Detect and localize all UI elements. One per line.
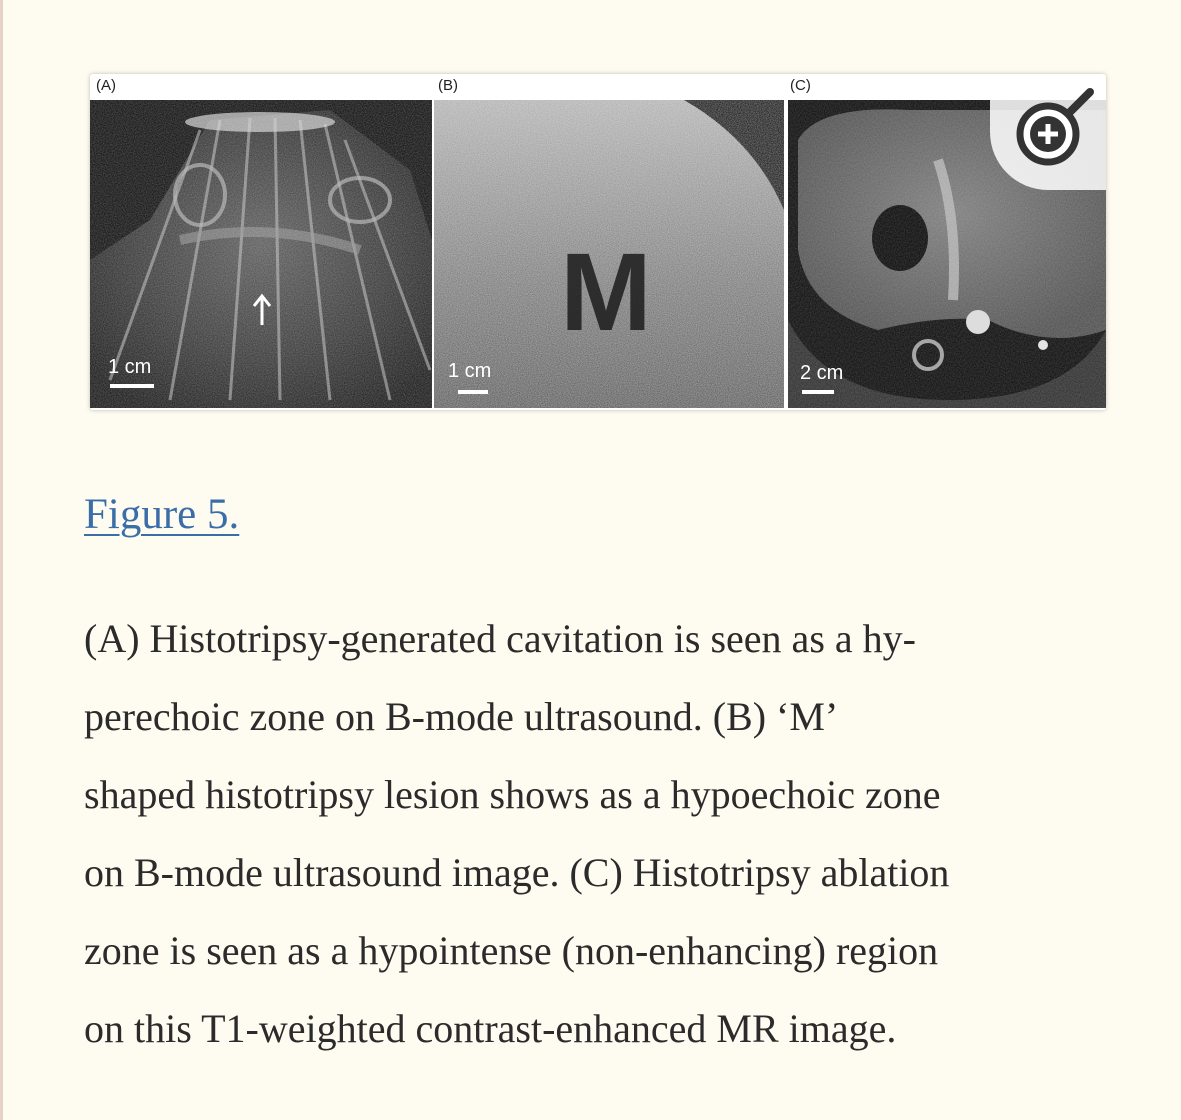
figure-title-link[interactable]: Figure 5. <box>84 491 240 538</box>
panel-a-scale-bar <box>110 384 154 388</box>
caption-line: zone is seen as a hypointense (non-enhancing) region <box>84 928 939 973</box>
caption-line: perechoic zone on B-mode ultrasound. (B) ‘M’ <box>84 694 839 739</box>
figure-image[interactable] <box>90 74 1106 410</box>
panel-a-scale-label: 1 cm <box>108 356 152 378</box>
zoom-in-icon <box>1014 88 1098 172</box>
panel-b-scale-label: 1 cm <box>448 360 492 382</box>
figure-caption <box>84 600 1124 1068</box>
caption-line: (A) Histotripsy-generated cavitation is seen as a hy- <box>84 616 916 661</box>
panel-b <box>434 74 784 410</box>
caption-line: on this T1-weighted contrast-enhanced MR image. <box>84 1006 897 1051</box>
panel-b-letter: (B) <box>438 77 458 94</box>
panel-b-scale-bar <box>458 390 488 394</box>
panel-c-letter: (C) <box>790 77 811 94</box>
lesion-letter: M <box>560 231 652 354</box>
left-border-rule <box>0 0 3 1120</box>
caption-line: shaped histotripsy lesion shows as a hypoechoic zone <box>84 772 941 817</box>
zoom-button[interactable] <box>990 74 1106 190</box>
caption-line: on B-mode ultrasound image. (C) Histotripsy ablation <box>84 850 950 895</box>
panel-a <box>90 74 432 410</box>
panel-c-scale-label: 2 cm <box>800 362 844 384</box>
panel-a-letter: (A) <box>96 77 116 94</box>
panel-c-scale-bar <box>802 390 834 394</box>
